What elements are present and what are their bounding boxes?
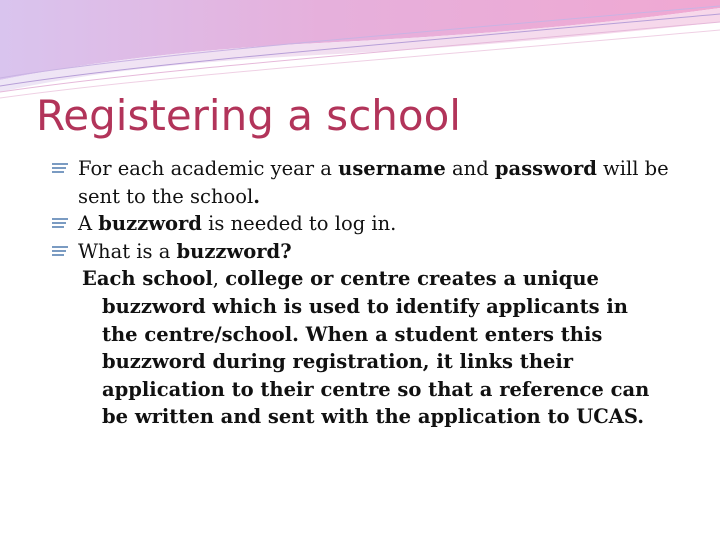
bullet-keyword: buzzword?: [176, 239, 292, 263]
bullet-icon: [52, 246, 68, 258]
slide-body: [52, 155, 672, 431]
bullet-keyword: username: [338, 157, 446, 180]
slide-title: Registering a school: [36, 91, 461, 140]
bullet-item: [52, 155, 672, 210]
bullet-text: is needed to log in.: [201, 212, 397, 236]
para-comma: ,: [212, 267, 226, 291]
bullet-text: .: [253, 184, 261, 208]
bullet-keyword: password: [494, 157, 597, 180]
bullet-item: [52, 210, 672, 238]
bullet-text: For each academic year a: [78, 157, 339, 180]
bullet-icon: [52, 163, 68, 175]
para-text: Each school: [82, 267, 213, 291]
bullet-text: and: [445, 157, 495, 180]
bullet-list: [52, 155, 672, 265]
buzzword-explanation: [82, 265, 662, 431]
bullet-keyword: buzzword: [98, 212, 202, 236]
bullet-text: will be sent to the school: [78, 157, 669, 208]
bullet-text: A: [78, 212, 99, 236]
bullet-text: What is a: [78, 239, 177, 263]
bullet-item: [52, 238, 672, 266]
para-text: college or centre creates a unique buzzword which is used to identify applicants in the centre/school. When a student enters this buzzword during registration, it links their application to their centre so that a reference can be written and sent with the application to UCAS.: [102, 267, 650, 429]
bullet-icon: [52, 218, 68, 230]
